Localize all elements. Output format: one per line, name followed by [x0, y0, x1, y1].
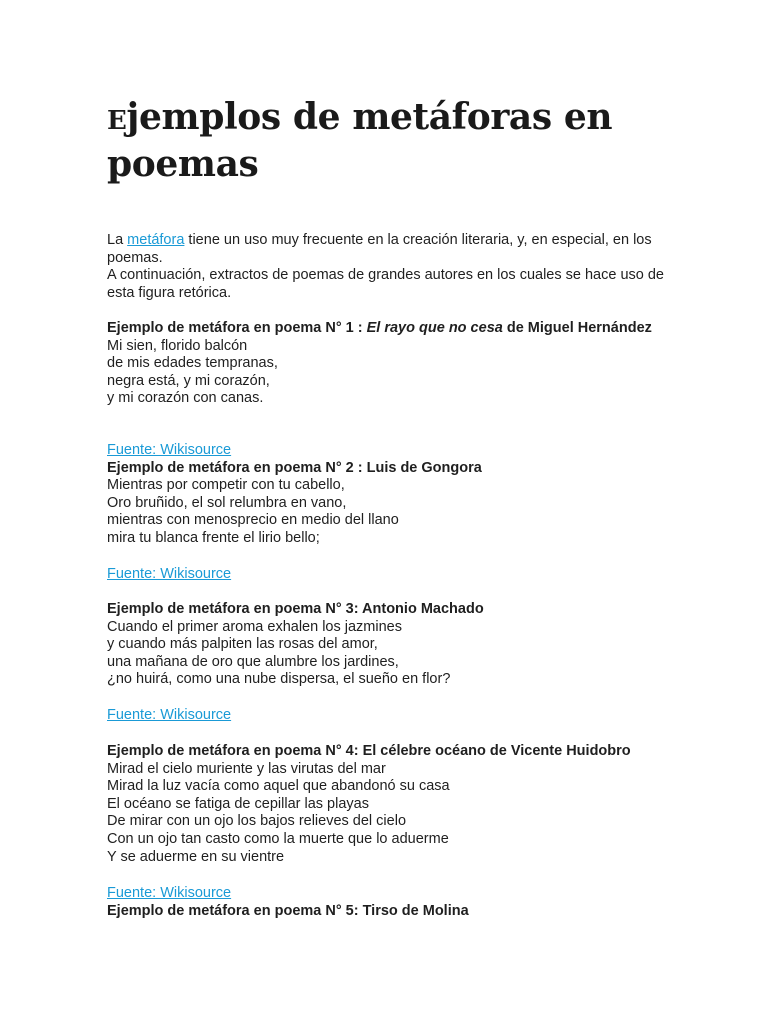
example-1-heading: [107, 320, 667, 338]
example-3: [107, 601, 667, 689]
poem-line: Y se aduerme en su vientre: [107, 848, 285, 865]
example-5-heading: Ejemplo de metáfora en poema N° 5: Tirso de Molina: [107, 902, 469, 919]
poem-line: y mi corazón con canas.: [107, 390, 264, 407]
example-2-heading: Ejemplo de metáfora en poema N° 2 : Luis de Gongora: [107, 459, 482, 476]
poem-line: una mañana de oro que alumbre los jardines,: [107, 653, 399, 670]
metafora-link[interactable]: metáfora: [127, 232, 185, 248]
poem-line: Cuando el primer aroma exhalen los jazmines: [107, 618, 402, 635]
example-3-heading: Ejemplo de metáfora en poema N° 3: Antonio Machado: [107, 601, 484, 617]
poem-line: negra está, y mi corazón,: [107, 372, 270, 389]
source-link-4[interactable]: Fuente: Wikisource: [107, 885, 232, 901]
title-initial: E: [107, 106, 127, 136]
title-text: jemplos de metáforas en poemas: [107, 96, 613, 185]
source-link-1[interactable]: Fuente: Wikisource: [107, 442, 232, 458]
source-link-3[interactable]: Fuente: Wikisource: [107, 707, 232, 723]
poem-line: Con un ojo tan casto como la muerte que lo aduerme: [107, 830, 449, 847]
poem-line: mira tu blanca frente el lirio bello;: [107, 529, 320, 546]
source-3: [107, 707, 667, 725]
poem-line: y cuando más palpiten las rosas del amor,: [107, 636, 378, 653]
poem-line: Mirad el cielo muriente y las virutas del mar: [107, 760, 386, 777]
poem-line: De mirar con un ojo los bajos relieves del cielo: [107, 813, 407, 830]
page-title: [107, 96, 667, 186]
poem-line: Oro bruñido, el sol relumbra en vano,: [107, 494, 347, 511]
poem-line: ¿no huirá, como una nube dispersa, el sueño en flor?: [107, 671, 451, 688]
example-2: [107, 442, 667, 548]
example-4: [107, 743, 667, 866]
intro-text-before: La: [107, 232, 128, 248]
example-1-heading-suffix: de Miguel Hernández: [502, 320, 652, 336]
example-1-heading-prefix: Ejemplo de metáfora en poema N° 1 :: [107, 320, 367, 336]
poem-line: Mientras por competir con tu cabello,: [107, 477, 345, 494]
example-4-heading: Ejemplo de metáfora en poema N° 4: El célebre océano de Vicente Huidobro: [107, 743, 631, 759]
intro-paragraph: [107, 232, 667, 302]
poem-line: Mi sien, florido balcón: [107, 337, 248, 354]
intro-line-2: A continuación, extractos de poemas de grandes autores en los cuales se hace uso de esta figura retórica.: [107, 267, 664, 301]
poem-line: El océano se fatiga de cepillar las playas: [107, 795, 369, 812]
example-5: [107, 885, 667, 920]
source-2: [107, 566, 667, 584]
intro-line-1: [107, 232, 667, 267]
source-link-2[interactable]: Fuente: Wikisource: [107, 566, 232, 582]
poem-line: Mirad la luz vacía como aquel que abandonó su casa: [107, 778, 450, 795]
example-1-heading-title: El rayo que no cesa: [366, 320, 503, 336]
intro-text-after: tiene un uso muy frecuente en la creación literaria, y, en especial, en los poemas.: [107, 232, 652, 266]
example-1: [107, 320, 667, 408]
poem-line: mientras con menosprecio en medio del llano: [107, 512, 399, 529]
poem-line: de mis edades tempranas,: [107, 355, 278, 372]
